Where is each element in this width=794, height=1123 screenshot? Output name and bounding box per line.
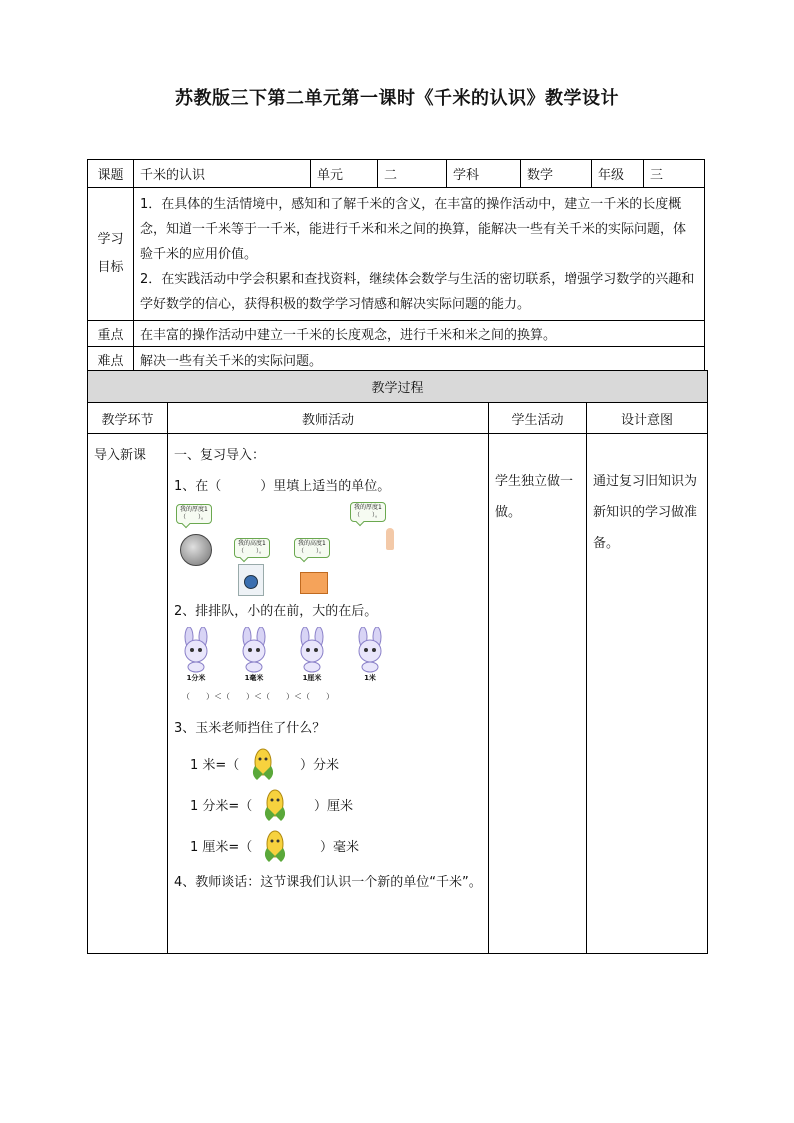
corn-teacher-image [260,826,290,864]
washing-machine-image [238,564,264,596]
unit-value: 二 [378,160,447,188]
conversion-right: ）分米 [300,758,340,773]
conversion-row-3 [174,826,482,867]
bunny-label: 1厘米 [302,674,322,682]
bubble-blank: （ ）。 [180,514,208,521]
key-label: 重点 [88,321,134,347]
corn-teacher-image [260,785,290,823]
conversion-left: 1 米=（ [190,758,240,773]
bunny-label: 1分米 [186,674,206,682]
order-blanks: （ ）＜（ ）＜（ ）＜（ ） [182,692,334,701]
conversion-right: ）毫米 [320,840,360,855]
header-stage: 教学环节 [88,403,168,434]
bunny-label: 1毫米 [244,674,264,682]
grade-value: 三 [644,160,705,188]
conversion-left: 1 分米=（ [190,799,253,814]
bubble-box-height [294,538,330,558]
bubble-text: 我的高度1 [238,540,266,547]
bubble-washer-height [234,538,270,558]
conversion-right: ）厘米 [314,799,354,814]
subject-value: 数学 [521,160,592,188]
objectives-label-2: 目标 [97,260,124,275]
objective-2: 2．在实践活动中学会积累和查找资料，继续体会数学与生活的密切联系，增强学习数学的兴趣和学好数学的信心，获得积极的数学学习情感和解决实际问题的能力。 [140,271,695,312]
bubble-finger-thickness [350,502,386,522]
student-cell [489,434,587,954]
review-heading: 一、复习导入： [174,448,266,463]
bubble-text: 我的高度1 [298,540,326,547]
intent-cell [587,434,708,954]
bunny-label: 1米 [364,674,376,682]
topic-value: 千米的认识 [134,160,311,188]
conversion-row-2 [174,785,482,826]
bubble-blank: （ ）。 [298,548,326,555]
unit-pictures [174,502,482,596]
key-value: 在丰富的操作活动中建立一千米的长度观念，进行千米和米之间的换算。 [134,321,705,347]
objectives-label-1: 学习 [97,232,124,247]
stage-cell [88,434,168,954]
bunny-image [292,627,332,673]
bubble-thickness [176,504,212,524]
question-2: 2、排排队，小的在前，大的在后。 [174,604,378,619]
header-intent: 设计意图 [587,403,708,434]
teacher-cell [168,434,489,954]
conversion-row-1 [174,744,482,785]
header-student: 学生活动 [489,403,587,434]
objectives-label [88,188,134,321]
bubble-blank: （ ）。 [354,512,382,519]
subject-label: 学科 [447,160,521,188]
bunny-image [234,627,274,673]
bunny-image [350,627,390,673]
info-table [87,159,705,373]
bubble-text: 我的厚度1 [180,506,208,513]
bubble-text: 我的厚度1 [354,504,382,511]
process-table [87,370,708,954]
unit-label: 单元 [311,160,378,188]
difficulty-label: 难点 [88,347,134,373]
student-text: 学生独立做一做。 [495,474,574,520]
objective-1: 1．在具体的生活情境中，感知和了解千米的含义，在丰富的操作活动中，建立一千米的长度概念，知道一千米等于一千米，能进行千米和米之间的换算，能解决一些有关千米的实际问题，体验千米的应用价值。 [140,196,687,262]
finger-image [386,528,394,550]
grade-label: 年级 [592,160,644,188]
process-bar-title: 教学过程 [88,371,708,403]
bunny-row [174,627,482,687]
bunny-image [176,627,216,673]
coin-image [180,534,212,566]
conversion-left: 1 厘米=（ [190,840,253,855]
intent-text: 通过复习旧知识为新知识的学习做准备。 [593,474,698,551]
bubble-blank: （ ）。 [238,548,266,555]
topic-label: 课题 [88,160,134,188]
question-1: 1、在（ ）里填上适当的单位。 [174,479,391,494]
objectives-cell [134,188,705,321]
corn-teacher-image [248,744,278,782]
box-image [300,572,328,594]
difficulty-value: 解决一些有关千米的实际问题。 [134,347,705,373]
stage-text: 导入新课 [94,448,147,463]
question-3: 3、玉米老师挡住了什么？ [174,721,326,736]
header-teacher: 教师活动 [168,403,489,434]
question-4: 4、教师谈话：这节课我们认识一个新的单位“千米”。 [174,875,482,890]
page-title: 苏教版三下第二单元第一课时《千米的认识》教学设计 [175,88,619,109]
